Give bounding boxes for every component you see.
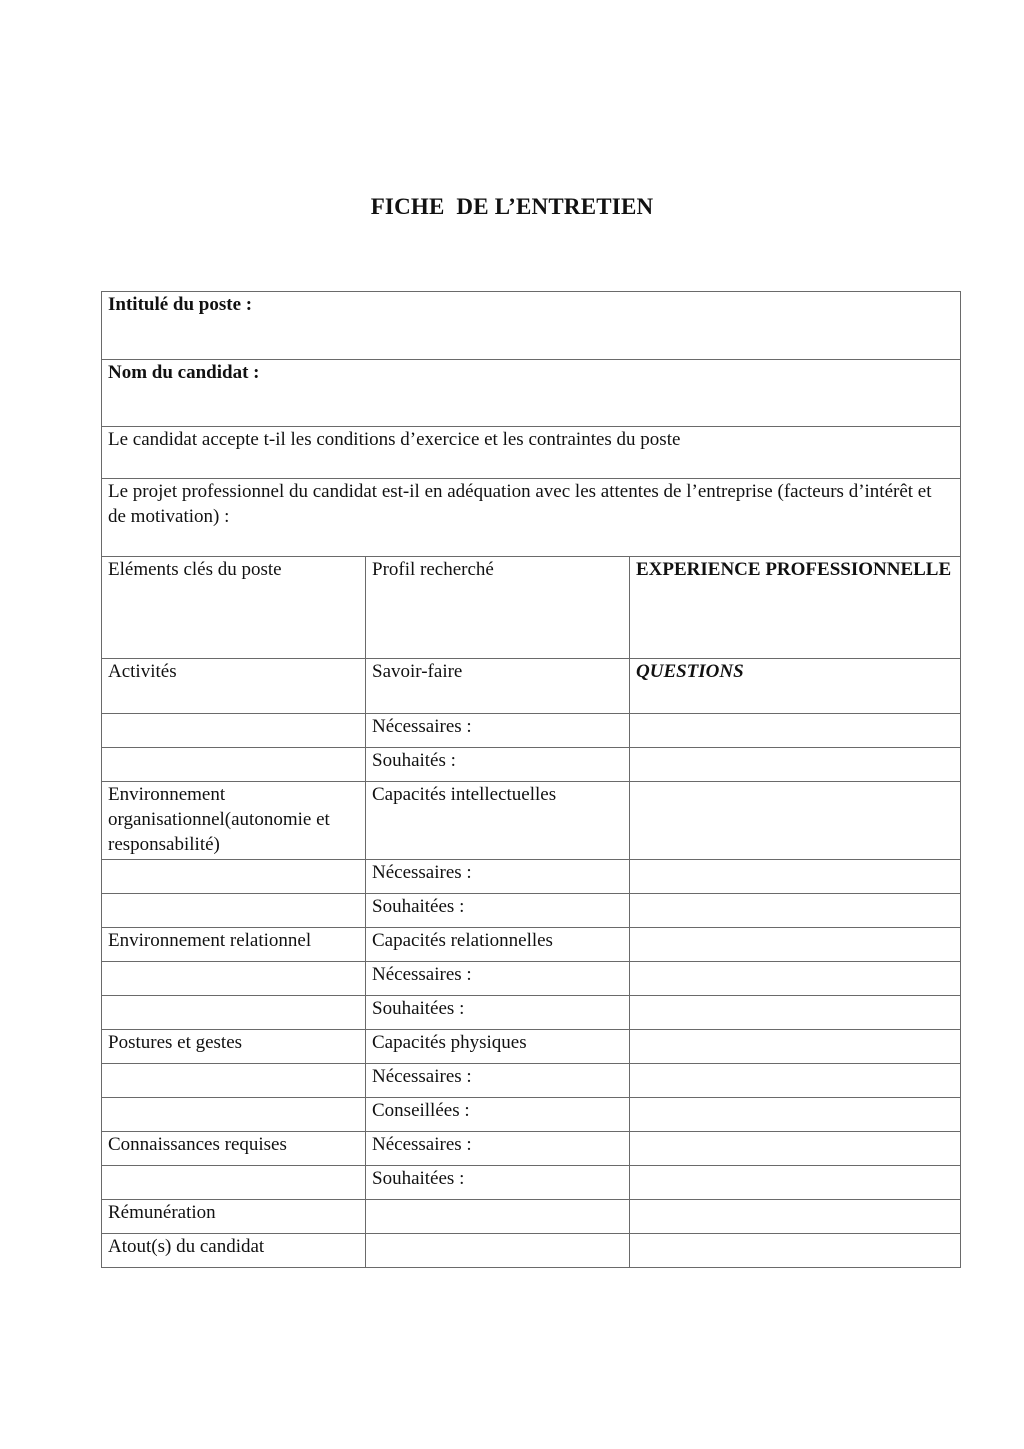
table-row [102,748,961,782]
cell-question[interactable] [630,1030,961,1064]
cell-profil: Nécessaires : [366,714,630,748]
cell-element [102,860,366,894]
table-row [102,1234,961,1268]
cell-element [102,748,366,782]
cell-element: Atout(s) du candidat [102,1234,366,1268]
cell-question[interactable] [630,1098,961,1132]
field-conditions-exercice[interactable]: Le candidat accepte t-il les conditions d’exercice et les contraintes du poste [102,427,961,479]
table-row [102,714,961,748]
cell-profil: Souhaitées : [366,894,630,928]
cell-question[interactable] [630,928,961,962]
cell-element: Environnement organisationnel(autonomie et responsabilité) [102,782,366,860]
cell-element: Postures et gestes [102,1030,366,1064]
cell-element [102,1098,366,1132]
cell-profil: Capacités intellectuelles [366,782,630,860]
row-projet [102,479,961,557]
cell-question[interactable] [630,714,961,748]
cell-profil: Nécessaires : [366,1064,630,1098]
table-row [102,928,961,962]
row-conditions [102,427,961,479]
cell-question[interactable] [630,1234,961,1268]
table-row [102,1030,961,1064]
cell-profil: Capacités physiques [366,1030,630,1064]
table-row [102,996,961,1030]
table-row [102,1166,961,1200]
row-activites [102,659,961,714]
cell-question[interactable] [630,748,961,782]
cell-question[interactable] [630,782,961,860]
cell-question[interactable] [630,860,961,894]
cell-element [102,962,366,996]
grid-header-row [102,557,961,659]
cell-activites: Activités [102,659,366,714]
cell-profil[interactable] [366,1234,630,1268]
cell-question[interactable] [630,1200,961,1234]
field-nom-candidat[interactable]: Nom du candidat : [102,360,961,427]
cell-question[interactable] [630,996,961,1030]
cell-question[interactable] [630,1166,961,1200]
cell-element [102,996,366,1030]
cell-profil: Nécessaires : [366,962,630,996]
cell-question[interactable] [630,962,961,996]
table-row [102,962,961,996]
row-poste [102,292,961,360]
cell-element: Rémunération [102,1200,366,1234]
cell-element [102,714,366,748]
cell-profil: Nécessaires : [366,860,630,894]
cell-profil: Conseillées : [366,1098,630,1132]
document-title: FICHE DE L’ENTRETIEN [370,194,654,219]
table-row [102,1098,961,1132]
cell-profil: Nécessaires : [366,1132,630,1166]
table-row [102,1064,961,1098]
table-row [102,1132,961,1166]
cell-element: Environnement relationnel [102,928,366,962]
cell-profil: Souhaitées : [366,1166,630,1200]
interview-form-table [101,291,961,1268]
cell-question[interactable] [630,1064,961,1098]
table-row [102,782,961,860]
cell-profil: Souhaités : [366,748,630,782]
cell-profil: Capacités relationnelles [366,928,630,962]
cell-savoir-faire: Savoir-faire [366,659,630,714]
table-row [102,860,961,894]
cell-questions-heading: QUESTIONS [630,659,961,714]
cell-element: Connaissances requises [102,1132,366,1166]
field-projet-professionnel[interactable]: Le projet professionnel du candidat est-il en adéquation avec les attentes de l’entreprise (facteurs d’intérêt et de motivation) : [102,479,961,557]
cell-profil: Souhaitées : [366,996,630,1030]
cell-question[interactable] [630,1132,961,1166]
column-header-profil: Profil recherché [366,557,630,659]
row-candidat [102,360,961,427]
column-header-experience: EXPERIENCE PROFESSIONNELLE [630,557,961,659]
column-header-elements: Eléments clés du poste [102,557,366,659]
cell-element [102,1064,366,1098]
table-row [102,894,961,928]
cell-profil[interactable] [366,1200,630,1234]
cell-element [102,894,366,928]
cell-element [102,1166,366,1200]
cell-question[interactable] [630,894,961,928]
table-row [102,1200,961,1234]
field-intitule-poste[interactable]: Intitulé du poste : [102,292,961,360]
